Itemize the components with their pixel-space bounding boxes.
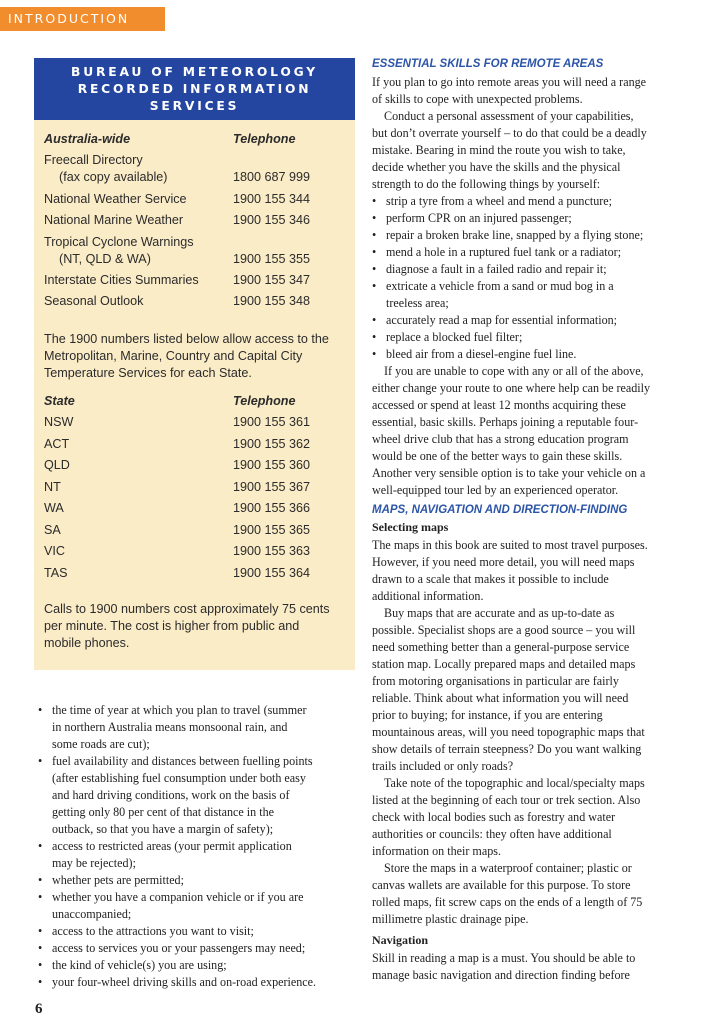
state-phone: 1900 155 367	[233, 480, 311, 494]
list-item	[372, 346, 690, 363]
list-item	[38, 702, 356, 753]
info-panel	[34, 58, 355, 670]
bullet-icon: •	[38, 703, 43, 717]
text-line: decide whether you have the skills and the physical	[372, 160, 621, 174]
list-item-line: outback, so that you have a margin of safety);	[52, 822, 274, 836]
list-item-line: and hard driving conditions, work on the basis of	[52, 788, 290, 802]
text-line: reliable. Think about what information you will need	[372, 691, 629, 705]
list-item-line: replace a blocked fuel filter;	[386, 330, 523, 344]
list-item-line: the time of year at which you plan to travel (summer	[52, 703, 307, 717]
service-phone: 1800 687 999	[233, 170, 311, 184]
section-tab	[0, 7, 165, 31]
col-header-telephone: Telephone	[233, 132, 296, 146]
list-item-line: accurately read a map for essential information;	[386, 313, 618, 327]
text-line: additional information.	[372, 589, 484, 603]
service-phone: 1900 155 348	[233, 294, 311, 308]
service-name: Seasonal Outlook	[44, 294, 144, 308]
text-line: listed at the beginning of each tour or trek section. Also	[372, 793, 641, 807]
list-item	[38, 974, 356, 991]
page-number: 6	[35, 1001, 43, 1017]
bullet-icon: •	[38, 839, 43, 853]
list-item	[372, 227, 690, 244]
text-line: would be one of the better ways to gain these skills.	[372, 449, 623, 463]
service-name: National Marine Weather	[44, 213, 184, 227]
state-name: TAS	[44, 566, 68, 580]
state-name: NT	[44, 480, 61, 494]
state-phone: 1900 155 363	[233, 544, 311, 558]
list-item-line: whether pets are permitted;	[52, 873, 184, 887]
text-line: mistake. Bearing in mind the route you wish to take,	[372, 143, 626, 157]
heading-essential-skills: ESSENTIAL SKILLS FOR REMOTE AREAS	[372, 58, 604, 70]
list-item	[38, 889, 356, 923]
service-phone: 1900 155 347	[233, 273, 311, 287]
text-line: check with local bodies such as forestry and water	[372, 810, 616, 824]
service-phone: 1900 155 346	[233, 213, 311, 227]
list-item	[372, 210, 690, 227]
list-item-line: the kind of vehicle(s) you are using;	[52, 958, 227, 972]
bullet-icon: •	[372, 245, 377, 259]
text-line: millimetre plastic drainage pipe.	[372, 912, 529, 926]
list-item-line: fuel availability and distances between fuelling points	[52, 754, 313, 768]
col-header-state-telephone: Telephone	[233, 394, 296, 408]
bullet-icon: •	[372, 330, 377, 344]
panel-footer-line: Calls to 1900 numbers cost approximately 75 cents	[44, 602, 330, 616]
bullet-icon: •	[372, 347, 377, 361]
list-item-line: strip a tyre from a wheel and mend a puncture;	[386, 194, 613, 208]
text-line: show details of terrain steepness? Do you want walking	[372, 742, 642, 756]
col-header-state: State	[44, 394, 75, 408]
list-item	[38, 753, 356, 838]
list-item	[372, 193, 690, 210]
state-phone: 1900 155 360	[233, 458, 311, 472]
section-tab-label: INTRODUCTION	[8, 11, 130, 26]
list-item-line: extricate a vehicle from a sand or mud bog in a	[386, 279, 614, 293]
text-line: Store the maps in a waterproof container; plastic or	[384, 861, 632, 875]
maps-para4	[372, 860, 690, 928]
bullet-icon: •	[372, 262, 377, 276]
list-item	[38, 957, 356, 974]
bullet-icon: •	[372, 313, 377, 327]
list-item	[372, 244, 690, 261]
list-item-line: may be rejected);	[52, 856, 136, 870]
list-item-line: mend a hole in a ruptured fuel tank or a radiator;	[386, 245, 622, 259]
text-line: mountainous areas, will you need topographic maps that	[372, 725, 645, 739]
text-line: wheel drive club that has a strong education program	[372, 432, 629, 446]
state-phone: 1900 155 362	[233, 437, 311, 451]
text-line: need something better than a general-purpose service	[372, 640, 630, 654]
list-item-line: your four-wheel driving skills and on-road experience.	[52, 975, 317, 989]
service-phone: 1900 155 355	[233, 252, 311, 266]
list-item	[372, 278, 690, 312]
bullet-icon: •	[38, 958, 43, 972]
text-line: authorities or councils: they often have additional	[372, 827, 612, 841]
text-line: drawn to a scale that makes it possible to include	[372, 572, 609, 586]
list-item-line: perform CPR on an injured passenger;	[386, 211, 572, 225]
list-item-line: some roads are cut);	[52, 737, 150, 751]
service-name: Interstate Cities Summaries	[44, 273, 199, 287]
bullet-icon: •	[372, 279, 377, 293]
essential-para2	[372, 108, 690, 193]
list-item-line: unaccompanied;	[52, 907, 132, 921]
text-line: Skill in reading a map is a must. You should be able to	[372, 951, 636, 965]
state-phone: 1900 155 364	[233, 566, 311, 580]
service-name-note: (NT, QLD & WA)	[59, 252, 151, 266]
list-item-line: treeless area;	[386, 296, 449, 310]
panel-note-line: The 1900 numbers listed below allow access to the	[44, 332, 329, 346]
text-line: strength to do the following things by yourself:	[372, 177, 601, 191]
list-item-line: diagnose a fault in a failed radio and repair it;	[386, 262, 607, 276]
list-item	[372, 312, 690, 329]
panel-title	[34, 58, 355, 120]
bullet-icon: •	[38, 873, 43, 887]
heading-maps: MAPS, NAVIGATION AND DIRECTION-FINDING	[372, 504, 628, 516]
panel-title-line: BUREAU OF METEOROLOGY	[71, 65, 318, 79]
state-name: SA	[44, 523, 61, 537]
service-name: Freecall Directory	[44, 153, 143, 167]
text-line: from motoring organisations in particular are fairly	[372, 674, 619, 688]
list-item	[38, 838, 356, 872]
text-line: trails included or only roads?	[372, 759, 514, 773]
panel-footer	[44, 601, 349, 652]
text-line: If you are unable to cope with any or all of the above,	[384, 364, 644, 378]
panel-footer-line: per minute. The cost is higher from public and	[44, 619, 300, 633]
maps-para1	[372, 537, 690, 605]
list-item-line: in northern Australia means monsoonal rain, and	[52, 720, 288, 734]
list-item	[38, 923, 356, 940]
text-line: Another very sensible option is to take your vehicle on a	[372, 466, 646, 480]
list-item	[38, 872, 356, 889]
state-name: WA	[44, 501, 64, 515]
state-phone: 1900 155 365	[233, 523, 311, 537]
text-line: manage basic navigation and direction finding before	[372, 968, 630, 982]
text-line: accessed or spend at least 12 months acquiring these	[372, 398, 626, 412]
text-line: Buy maps that are accurate and as up-to-date as	[384, 606, 615, 620]
text-line: rolled maps, fit screw caps on the ends of a length of 75	[372, 895, 643, 909]
bullet-icon: •	[38, 975, 43, 989]
service-phone: 1900 155 344	[233, 192, 311, 206]
list-item-line: whether you have a companion vehicle or if you are	[52, 890, 304, 904]
list-item	[38, 940, 356, 957]
text-line: However, if you need more detail, you will need maps	[372, 555, 635, 569]
bullet-icon: •	[38, 890, 43, 904]
subheading-selecting-maps: Selecting maps	[372, 520, 449, 534]
list-item-line: repair a broken brake line, snapped by a flying stone;	[386, 228, 644, 242]
maps-para2	[372, 605, 690, 775]
text-line: but don’t overrate yourself – to do that could be a deadly	[372, 126, 647, 140]
service-name-note: (fax copy available)	[59, 170, 168, 184]
text-line: Conduct a personal assessment of your capabilities,	[384, 109, 634, 123]
state-name: ACT	[44, 437, 70, 451]
panel-note-line: Metropolitan, Marine, Country and Capital City	[44, 349, 303, 363]
text-line: well-equipped tour led by an experienced operator.	[372, 483, 619, 497]
bullet-icon: •	[38, 754, 43, 768]
list-item-line: access to restricted areas (your permit application	[52, 839, 292, 853]
state-name: QLD	[44, 458, 70, 472]
service-name: National Weather Service	[44, 192, 187, 206]
list-item-line: access to services you or your passengers may need;	[52, 941, 306, 955]
panel-footer-line: mobile phones.	[44, 636, 130, 650]
text-line: The maps in this book are suited to most travel purposes.	[372, 538, 648, 552]
text-line: of skills to cope with unexpected problems.	[372, 92, 583, 106]
state-name: NSW	[44, 415, 74, 429]
text-line: possible. Specialist shops are a good source – you will	[372, 623, 636, 637]
text-line: station map. Locally prepared maps and detailed maps	[372, 657, 636, 671]
text-line: If you plan to go into remote areas you will need a range	[372, 75, 647, 89]
text-line: information on their maps.	[372, 844, 501, 858]
essential-para3	[372, 363, 690, 499]
maps-para3	[372, 775, 690, 860]
text-line: essential, basic skills. Perhaps joining a reputable four-	[372, 415, 639, 429]
bullet-icon: •	[372, 211, 377, 225]
list-item-line: (after establishing fuel consumption under both easy	[52, 771, 306, 785]
text-line: Take note of the topographic and local/specialty maps	[384, 776, 645, 790]
bullet-icon: •	[38, 924, 43, 938]
list-item-line: getting only 80 per cent of that distance in the	[52, 805, 274, 819]
list-item-line: bleed air from a diesel-engine fuel line.	[386, 347, 577, 361]
state-phone: 1900 155 366	[233, 501, 311, 515]
bullet-icon: •	[372, 194, 377, 208]
panel-note	[44, 331, 349, 382]
bullet-icon: •	[38, 941, 43, 955]
text-line: prior to buying; for instance, if you are entering	[372, 708, 603, 722]
text-line: either change your route to one where help can be readily	[372, 381, 651, 395]
panel-note-line: Temperature Services for each State.	[44, 366, 252, 380]
state-phone: 1900 155 361	[233, 415, 311, 429]
panel-title-line: RECORDED INFORMATION	[77, 82, 312, 96]
col-header-australia: Australia-wide	[44, 132, 131, 146]
subheading-navigation: Navigation	[372, 933, 429, 947]
state-name: VIC	[44, 544, 65, 558]
list-item	[372, 261, 690, 278]
maps-para5	[372, 950, 690, 984]
list-item-line: access to the attractions you want to visit;	[52, 924, 254, 938]
panel-title-line: SERVICES	[149, 99, 240, 113]
list-item	[372, 329, 690, 346]
bullet-icon: •	[372, 228, 377, 242]
service-name: Tropical Cyclone Warnings	[44, 235, 194, 249]
text-line: canvas wallets are available for this purpose. To store	[372, 878, 631, 892]
essential-intro	[372, 74, 690, 108]
